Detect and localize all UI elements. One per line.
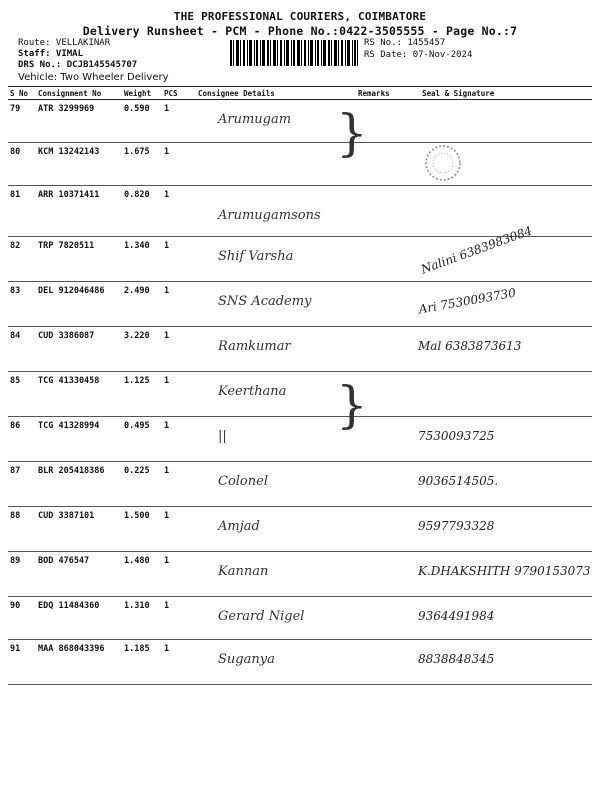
cell-sno: 88: [8, 507, 36, 552]
handwritten-signature: K.DHAKSHITH 9790153073: [418, 564, 591, 578]
cell-signature: [398, 223, 592, 282]
table-row: [8, 186, 592, 237]
cell-sno: 82: [8, 237, 36, 282]
handwritten-signature: Nalini 6383983084: [419, 223, 534, 277]
cell-pcs: 1: [162, 237, 196, 282]
cell-consignment-no: TCG 41330458: [36, 372, 122, 417]
cell-signature: [398, 417, 592, 462]
table-row: [8, 417, 592, 462]
cell-signature: [398, 186, 592, 237]
cell-consignee: [196, 237, 356, 282]
cell-weight: 1.340: [122, 237, 162, 282]
cell-signature: [398, 640, 592, 685]
cell-consignment-no: ATR 3299969: [36, 100, 122, 143]
handwritten-signature: 9597793328: [418, 519, 495, 533]
table-row: [8, 462, 592, 507]
table-row: [8, 597, 592, 640]
handwritten-consignee-name: Arumugamsons: [218, 208, 321, 223]
runsheet-subtitle: Delivery Runsheet - PCM - Phone No.:0422-3505555 - Page No.:7: [82, 24, 518, 38]
cell-consignment-no: EDQ 11484360: [36, 597, 122, 640]
cell-sno: 89: [8, 552, 36, 597]
cell-pcs: 1: [162, 417, 196, 462]
cell-remarks: [356, 462, 398, 507]
cell-consignee: [196, 640, 356, 685]
seal-stamp: [420, 143, 466, 183]
cell-weight: 0.590: [122, 100, 162, 143]
cell-weight: 0.225: [122, 462, 162, 507]
cell-pcs: 1: [162, 552, 196, 597]
cell-sno: 86: [8, 417, 36, 462]
cell-consignee: [196, 143, 356, 186]
cell-weight: 1.480: [122, 552, 162, 597]
cell-consignment-no: CUD 3387101: [36, 507, 122, 552]
rs-number: RS No.: 1455457: [364, 38, 446, 48]
cell-signature: [398, 552, 592, 597]
cell-pcs: 1: [162, 186, 196, 237]
cell-consignment-no: BLR 205418386: [36, 462, 122, 507]
barcode-image: [230, 40, 358, 66]
staff-label: Staff: VIMAL: [18, 49, 84, 59]
handwritten-signature: 9364491984: [418, 609, 495, 623]
brace-mark: }: [336, 104, 368, 162]
handwritten-signature: Mal 6383873613: [418, 339, 522, 353]
table-row: [8, 640, 592, 685]
handwritten-signature: 9036514505.: [418, 474, 499, 488]
route-label: Route: VELLAKINAR: [18, 38, 111, 48]
cell-weight: 1.675: [122, 143, 162, 186]
table-row: [8, 100, 592, 143]
table-row: [8, 282, 592, 327]
cell-remarks: [356, 597, 398, 640]
cell-sno: 83: [8, 282, 36, 327]
cell-weight: 1.185: [122, 640, 162, 685]
cell-consignee: [196, 372, 368, 434]
table-header-row: [8, 87, 592, 100]
handwritten-signature: Ari 7530093730: [417, 285, 517, 317]
cell-remarks: [356, 507, 398, 552]
handwritten-consignee-name: Gerard Nigel: [218, 609, 305, 624]
handwritten-signature: 7530093725: [418, 429, 495, 443]
cell-pcs: 1: [162, 597, 196, 640]
cell-signature: [398, 143, 592, 186]
cell-consignment-no: BOD 476547: [36, 552, 122, 597]
cell-remarks: [356, 282, 398, 327]
cell-consignee: [196, 507, 356, 552]
cell-consignee: [196, 100, 368, 162]
col-consignee-details: Consignee Details: [196, 87, 356, 100]
handwritten-consignee-name: Colonel: [218, 474, 268, 489]
cell-pcs: 1: [162, 507, 196, 552]
cell-sno: 79: [8, 100, 36, 143]
cell-sno: 90: [8, 597, 36, 640]
cell-pcs: 1: [162, 372, 196, 417]
brace-mark: }: [336, 376, 368, 434]
cell-signature: [398, 372, 592, 417]
cell-remarks: [356, 552, 398, 597]
cell-pcs: 1: [162, 143, 196, 186]
vehicle-type: Vehicle: Two Wheeler Delivery: [18, 72, 169, 83]
cell-pcs: 1: [162, 327, 196, 372]
cell-consignment-no: TRP 7820511: [36, 237, 122, 282]
cell-signature: [398, 100, 592, 143]
table-row: [8, 237, 592, 282]
cell-remarks: [356, 237, 398, 282]
cell-signature: [398, 507, 592, 552]
cell-weight: 1.310: [122, 597, 162, 640]
handwritten-signature: 8838848345: [418, 652, 495, 666]
cell-weight: 0.820: [122, 186, 162, 237]
cell-consignee: [196, 186, 356, 237]
cell-signature: [398, 597, 592, 640]
cell-weight: 1.500: [122, 507, 162, 552]
handwritten-consignee-name: Keerthana: [218, 384, 287, 399]
col-consignment-no: Consignment No: [36, 87, 122, 100]
cell-weight: 2.490: [122, 282, 162, 327]
handwritten-consignee-name: Ramkumar: [218, 339, 291, 354]
cell-sno: 87: [8, 462, 36, 507]
handwritten-consignee-name: Arumugam: [218, 112, 292, 127]
handwritten-consignee-name: ||: [218, 429, 227, 444]
cell-consignment-no: ARR 10371411: [36, 186, 122, 237]
cell-signature: [398, 282, 592, 327]
cell-pcs: 1: [162, 462, 196, 507]
col-weight: Weight: [122, 87, 162, 100]
cell-sno: 85: [8, 372, 36, 417]
cell-weight: 1.125: [122, 372, 162, 417]
table-row: [8, 552, 592, 597]
cell-remarks: [356, 327, 398, 372]
col-remarks: Remarks: [356, 87, 398, 100]
rs-date: RS Date: 07-Nov-2024: [364, 50, 473, 60]
cell-weight: 3.220: [122, 327, 162, 372]
table-row: [8, 327, 592, 372]
runsheet-table: [8, 86, 592, 685]
drs-number: DRS No.: DCJB145545707: [18, 60, 138, 70]
cell-consignee: [196, 597, 356, 640]
cell-consignment-no: DEL 912046486: [36, 282, 122, 327]
table-row: [8, 143, 592, 186]
cell-consignment-no: KCM 13242143: [36, 143, 122, 186]
company-title: THE PROFESSIONAL COURIERS, COIMBATORE: [173, 10, 427, 23]
handwritten-consignee-name: Shif Varsha: [218, 249, 294, 264]
handwritten-consignee-name: SNS Academy: [218, 294, 312, 309]
handwritten-consignee-name: Suganya: [218, 652, 275, 667]
cell-consignment-no: MAA 868043396: [36, 640, 122, 685]
cell-sno: 84: [8, 327, 36, 372]
col-pcs: PCS: [162, 87, 196, 100]
cell-consignment-no: TCG 41328994: [36, 417, 122, 462]
cell-remarks: [356, 640, 398, 685]
cell-consignee: [196, 282, 356, 327]
cell-pcs: 1: [162, 282, 196, 327]
cell-consignee: [196, 417, 356, 462]
cell-signature: [398, 327, 592, 372]
col-seal-signature: Seal & Signature: [398, 87, 592, 100]
cell-signature: [398, 462, 592, 507]
cell-sno: 91: [8, 640, 36, 685]
cell-weight: 0.495: [122, 417, 162, 462]
cell-pcs: 1: [162, 640, 196, 685]
cell-sno: 80: [8, 143, 36, 186]
cell-sno: 81: [8, 186, 36, 237]
cell-consignment-no: CUD 3386087: [36, 327, 122, 372]
table-row: [8, 372, 592, 417]
cell-consignee: [196, 327, 356, 372]
cell-consignee: [196, 462, 356, 507]
handwritten-consignee-name: Amjad: [218, 519, 260, 534]
cell-pcs: 1: [162, 100, 196, 143]
cell-consignee: [196, 552, 356, 597]
table-row: [8, 507, 592, 552]
handwritten-consignee-name: Kannan: [218, 564, 269, 579]
col-sno: S No: [8, 87, 36, 100]
cell-remarks: [356, 186, 398, 237]
